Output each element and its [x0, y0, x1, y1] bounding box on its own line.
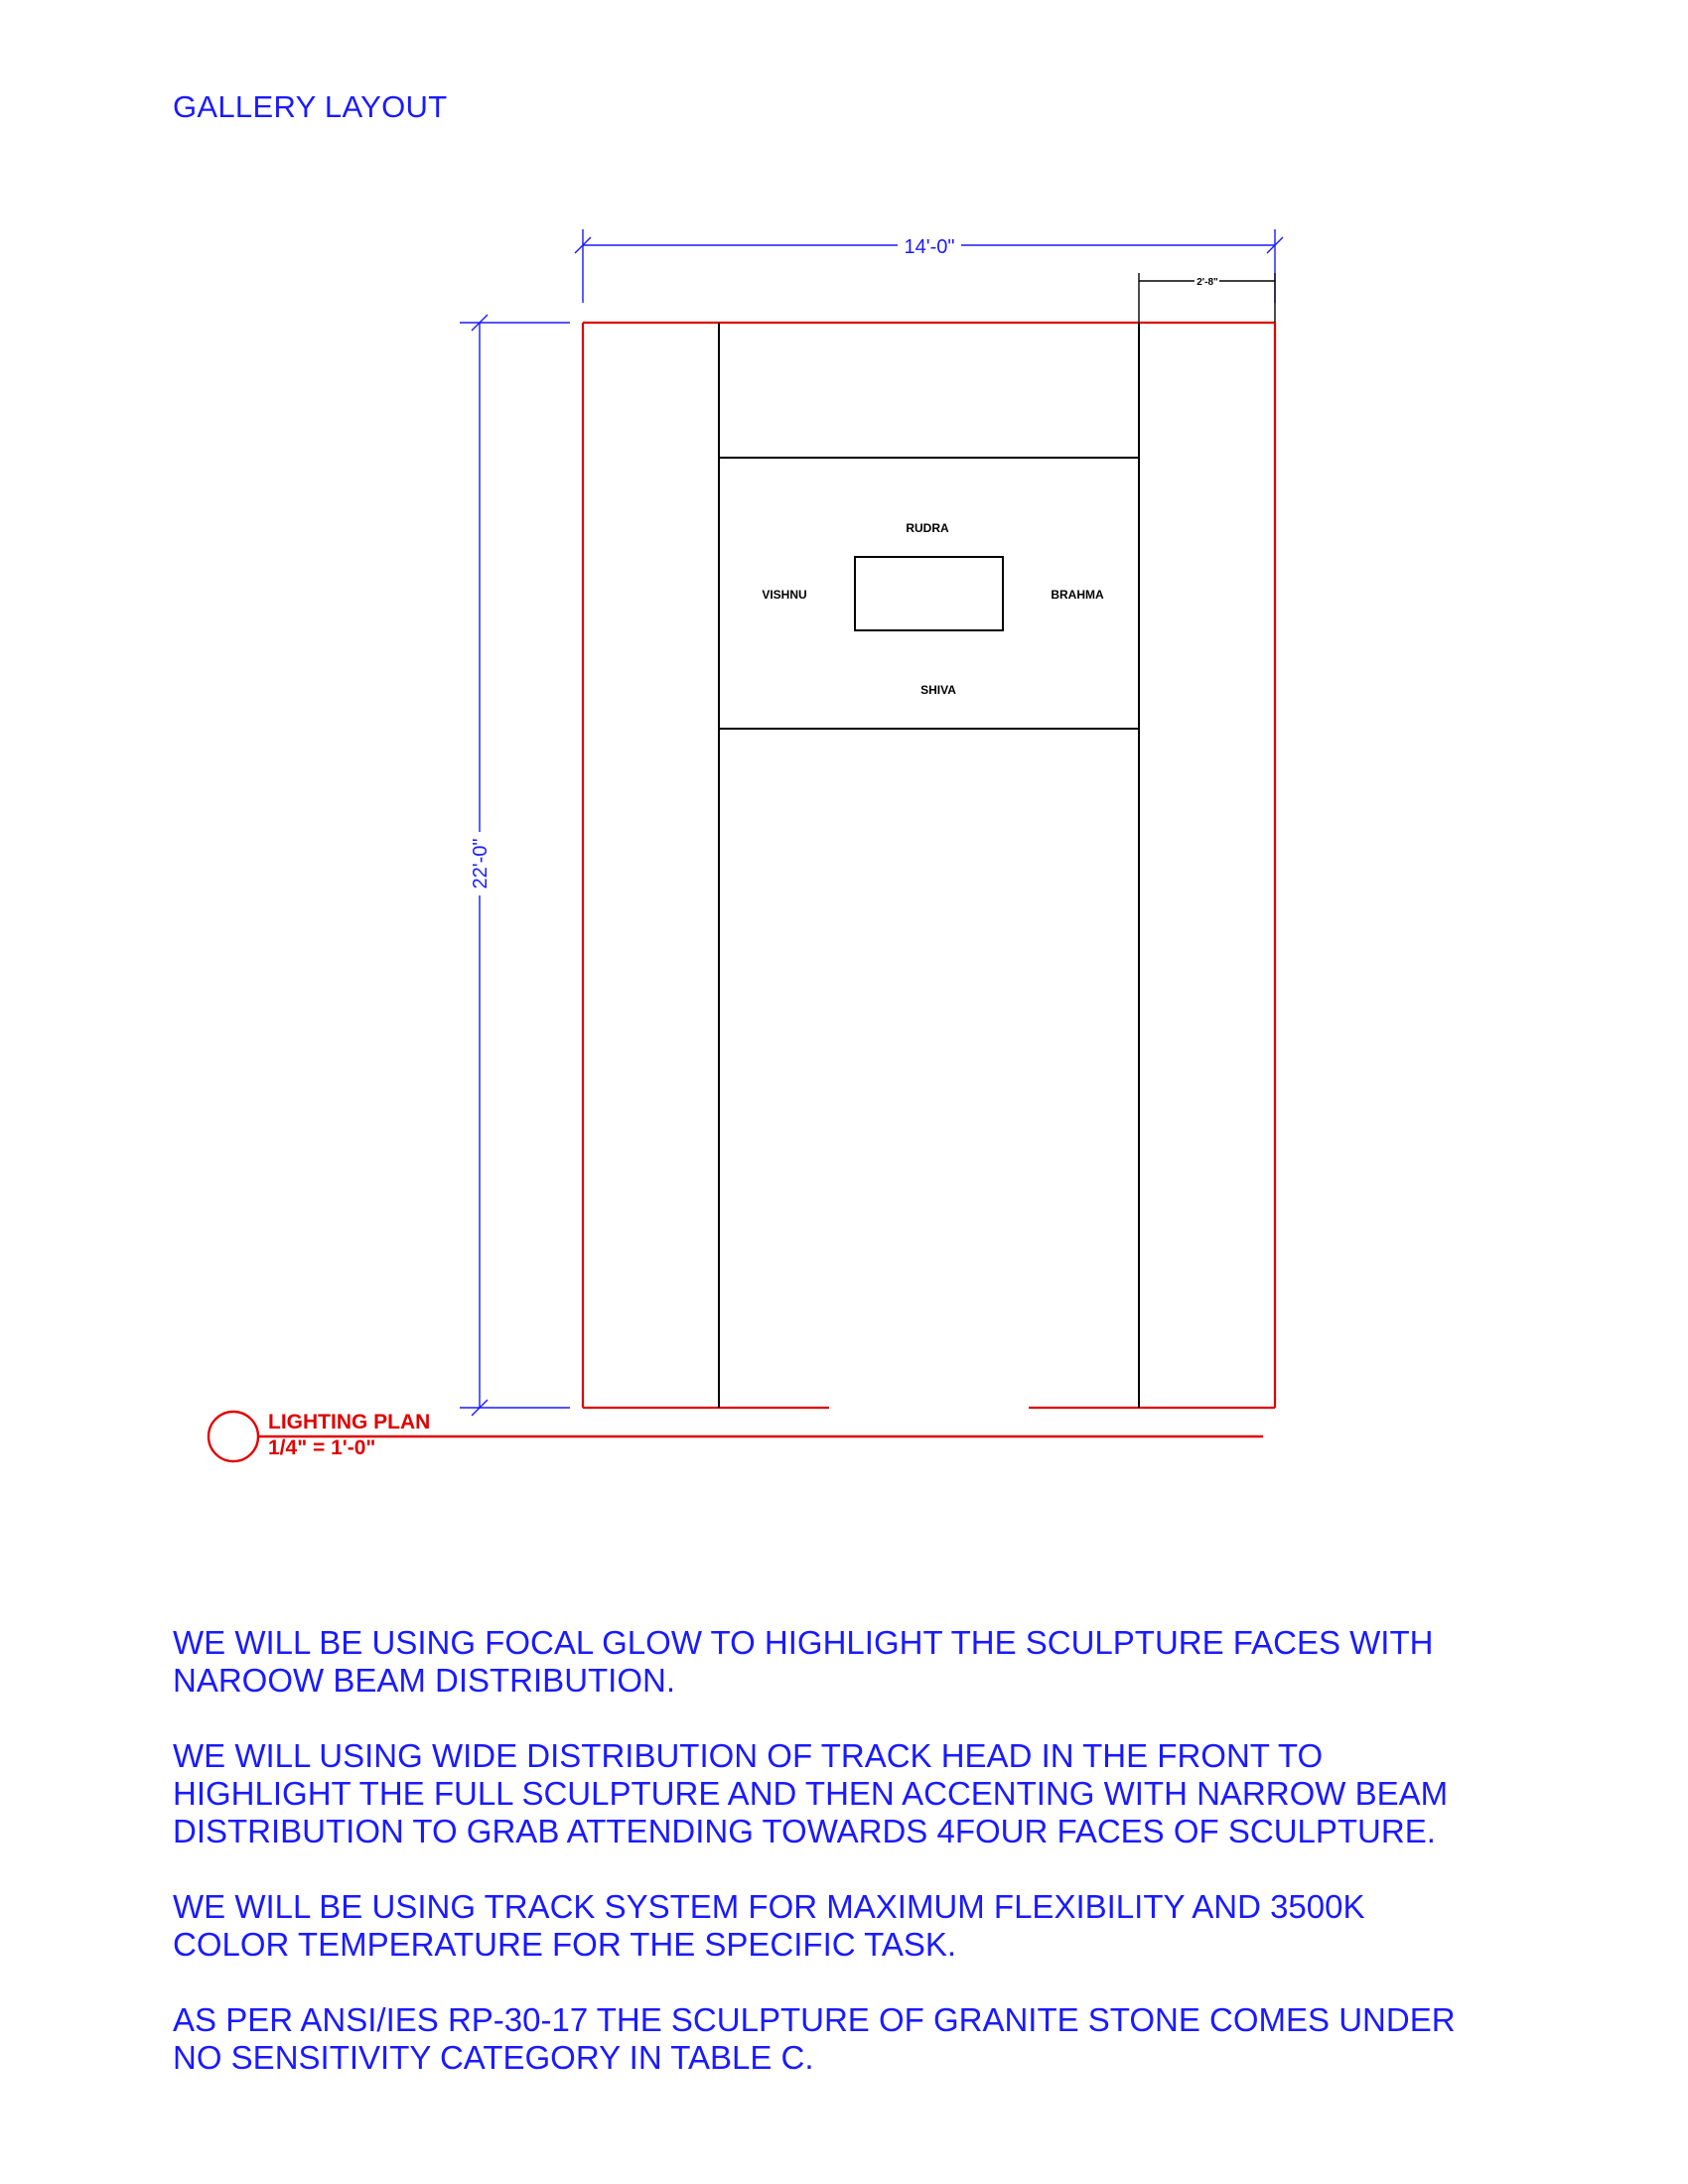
label-shiva: SHIVA: [920, 683, 956, 697]
plan-marker-circle: [209, 1412, 258, 1461]
note-line: HIGHLIGHT THE FULL SCULPTURE AND THEN ACCENTING WITH NARROW BEAM: [173, 1775, 1449, 1812]
note-paragraph: [173, 1737, 1563, 1850]
room-outline: [583, 323, 1275, 1408]
height-dimension-label: 22'-0": [470, 838, 492, 889]
width-dimension-label: 14'-0": [904, 236, 955, 258]
note-line: NAROOW BEAM DISTRIBUTION.: [173, 1662, 676, 1699]
note-line: WE WILL USING WIDE DISTRIBUTION OF TRACK HEAD IN THE FRONT TO: [173, 1737, 1324, 1774]
side-dimension-label: 2'-8": [1196, 277, 1218, 288]
note-paragraph: [173, 2001, 1563, 2077]
note-line: NO SENSITIVITY CATEGORY IN TABLE C.: [173, 2039, 814, 2076]
inner-walls: [719, 323, 1139, 1408]
label-rudra: RUDRA: [906, 521, 949, 535]
note-line: WE WILL BE USING TRACK SYSTEM FOR MAXIMUM FLEXIBILITY AND 3500K: [173, 1888, 1365, 1925]
note-line: WE WILL BE USING FOCAL GLOW TO HIGHLIGHT THE SCULPTURE FACES WITH: [173, 1624, 1434, 1661]
notes-section: [173, 1624, 1563, 2115]
page-title: GALLERY LAYOUT: [173, 89, 448, 124]
note-line: DISTRIBUTION TO GRAB ATTENDING TOWARDS 4FOUR FACES OF SCULPTURE.: [173, 1813, 1436, 1849]
plan-title: LIGHTING PLAN: [268, 1411, 431, 1433]
sculpture-box: [855, 557, 1003, 630]
label-brahma: BRAHMA: [1051, 588, 1104, 602]
plan-scale: 1/4" = 1'-0": [268, 1436, 376, 1459]
note-paragraph: [173, 1624, 1563, 1700]
label-vishnu: VISHNU: [762, 588, 807, 602]
note-paragraph: [173, 1888, 1563, 1964]
note-line: AS PER ANSI/IES RP-30-17 THE SCULPTURE OF GRANITE STONE COMES UNDER: [173, 2001, 1456, 2038]
note-line: COLOR TEMPERATURE FOR THE SPECIFIC TASK.: [173, 1926, 957, 1963]
